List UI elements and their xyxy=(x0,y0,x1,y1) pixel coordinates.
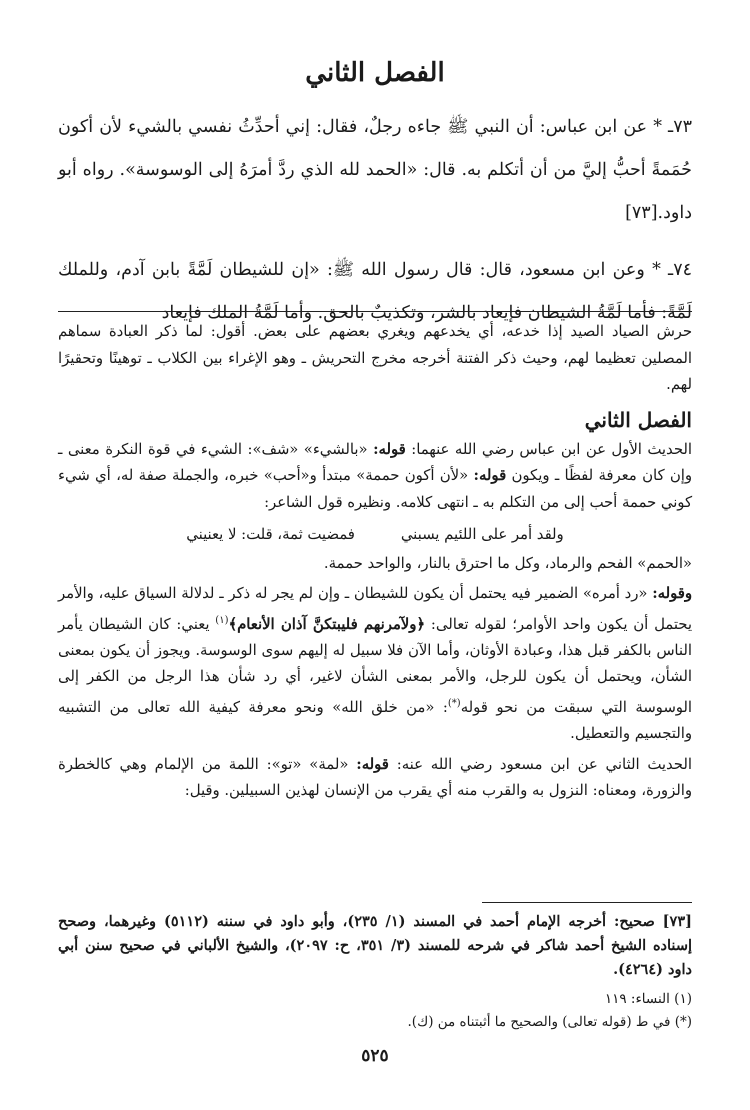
poem-first-hemistich: ولقد أمر على اللئيم يسبني xyxy=(400,526,564,543)
p3-label: قوله: xyxy=(356,755,389,773)
p1-intro: الحديث الأول عن ابن عباس رضي الله عنهما: xyxy=(411,440,692,458)
p2-label-2: قوله xyxy=(460,698,488,716)
p2-quran-verse: ﴿ولآمرنهم فليبتكنَّ آذان الأنعام﴾ xyxy=(228,615,426,633)
commentary-paragraph-3 xyxy=(58,752,692,805)
p1-after-text: «الحمم» الفحم والرماد، وكل ما احترق بالنار، والواحد حممة. xyxy=(323,554,692,572)
p1-text-2: «لأن أكون حممة» مبتدأ و«أحب» خبره، والجملة صفة له، أي شيء كوني حممة أحب إلى من التكلم به ـ انتهى كلامه. ونظيره قول الشاعر: xyxy=(58,467,692,511)
main-text-divider xyxy=(58,311,692,312)
p1-label-1: قوله: xyxy=(373,440,406,458)
footnote-marker-1: (١) xyxy=(215,614,229,626)
takhrij-footnote: [٧٣] صحيح: أخرجه الإمام أحمد في المسند (١/ ٢٣٥)، وأبو داود في سننه (٥١١٢) وغيرهما، وصحح إسناده الشيخ أحمد شاكر في شرحه للمسند (٣/ ٣٥١، ح: ٢٠٩٧)، والشيخ الألباني في صحيح سنن أبي داود (٤٢٦٤). xyxy=(58,913,692,978)
footnote-divider xyxy=(482,902,692,903)
p2-label: وقوله: xyxy=(652,585,692,602)
p2-text-a: «رد أمره» الضمير فيه يحتمل أن يكون للشيطان ـ وإن لم يجر له ذكر ـ لدلالة السياق عليه، والأمر يحتمل أن يكون واحد الأوامر؛ لقوله تعالى: xyxy=(58,585,692,633)
poem-second-hemistich: فمضيت ثمة، قلت: لا يعنيني xyxy=(186,526,355,543)
page-number: ٥٢٥ xyxy=(361,1046,389,1066)
p2-text-b: يعني: كان الشيطان يأمر الناس بالكفر قبل هذا، وعبادة الأوثان، وأما الآن فلا سبيل له إليهم سوى الوسوسة. ويجوز أن يكون بمعنى الشأن، ويحتمل أن يكون للرجل، والأمر بمعنى الشأن لاغير، أي رد شأن هذا الرجل من الكفر إلى الوسوسة التي سبقت من نحو xyxy=(58,615,692,716)
p3-text: «لمة» «تو»: اللمة من الإلمام وهي كالخطرة والزورة، ومعناه: النزول به والقرب منه أي يقرب من الإنسان لهذين السبيلين. وقيل: xyxy=(58,755,692,800)
hadith-block xyxy=(58,106,692,335)
footnotes-block xyxy=(58,910,692,1034)
hadith-73: ٧٣ـ * عن ابن عباس: أن النبي ﷺ جاءه رجلٌ، فقال: إني أحدِّثُ نفسي بالشيء لأن أكون حُمَمةً أحبُّ إليَّ من أن أتكلم به. قال: «الحمد لله الذي ردَّ أمرَهُ إلى الوسوسة». رواه أبو داود.[٧٣] xyxy=(58,117,692,223)
p3-intro: الحديث الثاني عن ابن مسعود رضي الله عنه: xyxy=(396,755,692,773)
p2-text-c: : «من خلق الله» ونحو معرفة كيفية الله تعالى من التشبيه والتجسيم والتعطيل. xyxy=(58,698,692,743)
commentary-paragraph-2 xyxy=(58,581,692,748)
commentary-subtitle: الفصل الثاني xyxy=(584,407,692,432)
hadith-74: ٧٤ـ * وعن ابن مسعود، قال: قال رسول الله ﷺ: «إن للشيطان لَمَّةً بابن آدم، وللملك لَمَّةً: فأما لَمَّةُ الشيطان فإيعاد بالشر، وتكذيبٌ بالحق. وأما لَمَّةُ الملك فإيعاد xyxy=(58,260,692,323)
footnote-star: (*) في ط (قوله تعالى) والصحيح ما أثبتناه من (ك). xyxy=(407,1014,692,1030)
p1-text-1: «بالشيء» «شف»: الشيء في قوة النكرة معنى ـ وإن كان معرفة لفظًا ـ ويكون xyxy=(58,440,692,484)
footnote-marker-star: (*) xyxy=(447,697,461,709)
poem-verse xyxy=(58,522,692,549)
footnote-1: (١) النساء: ١١٩ xyxy=(604,991,692,1007)
chapter-title: الفصل الثاني xyxy=(305,58,445,88)
commentary-paragraph-1 xyxy=(58,437,692,517)
commentary-intro: حرش الصياد الصيد إذا خدعه، أي يخدعهم ويغري بعضهم على بعض. أقول: لما ذكر العبادة سماهم المصلين تعظيما لهم، وحيث ذكر الفتنة أخرجه مخرج التحريش ـ وهو الإغراء بين الكلاب ـ توهينًا وتحقيرًا لهم. xyxy=(58,323,692,393)
commentary-block xyxy=(58,319,692,809)
p1-label-2: قوله: xyxy=(473,467,507,484)
